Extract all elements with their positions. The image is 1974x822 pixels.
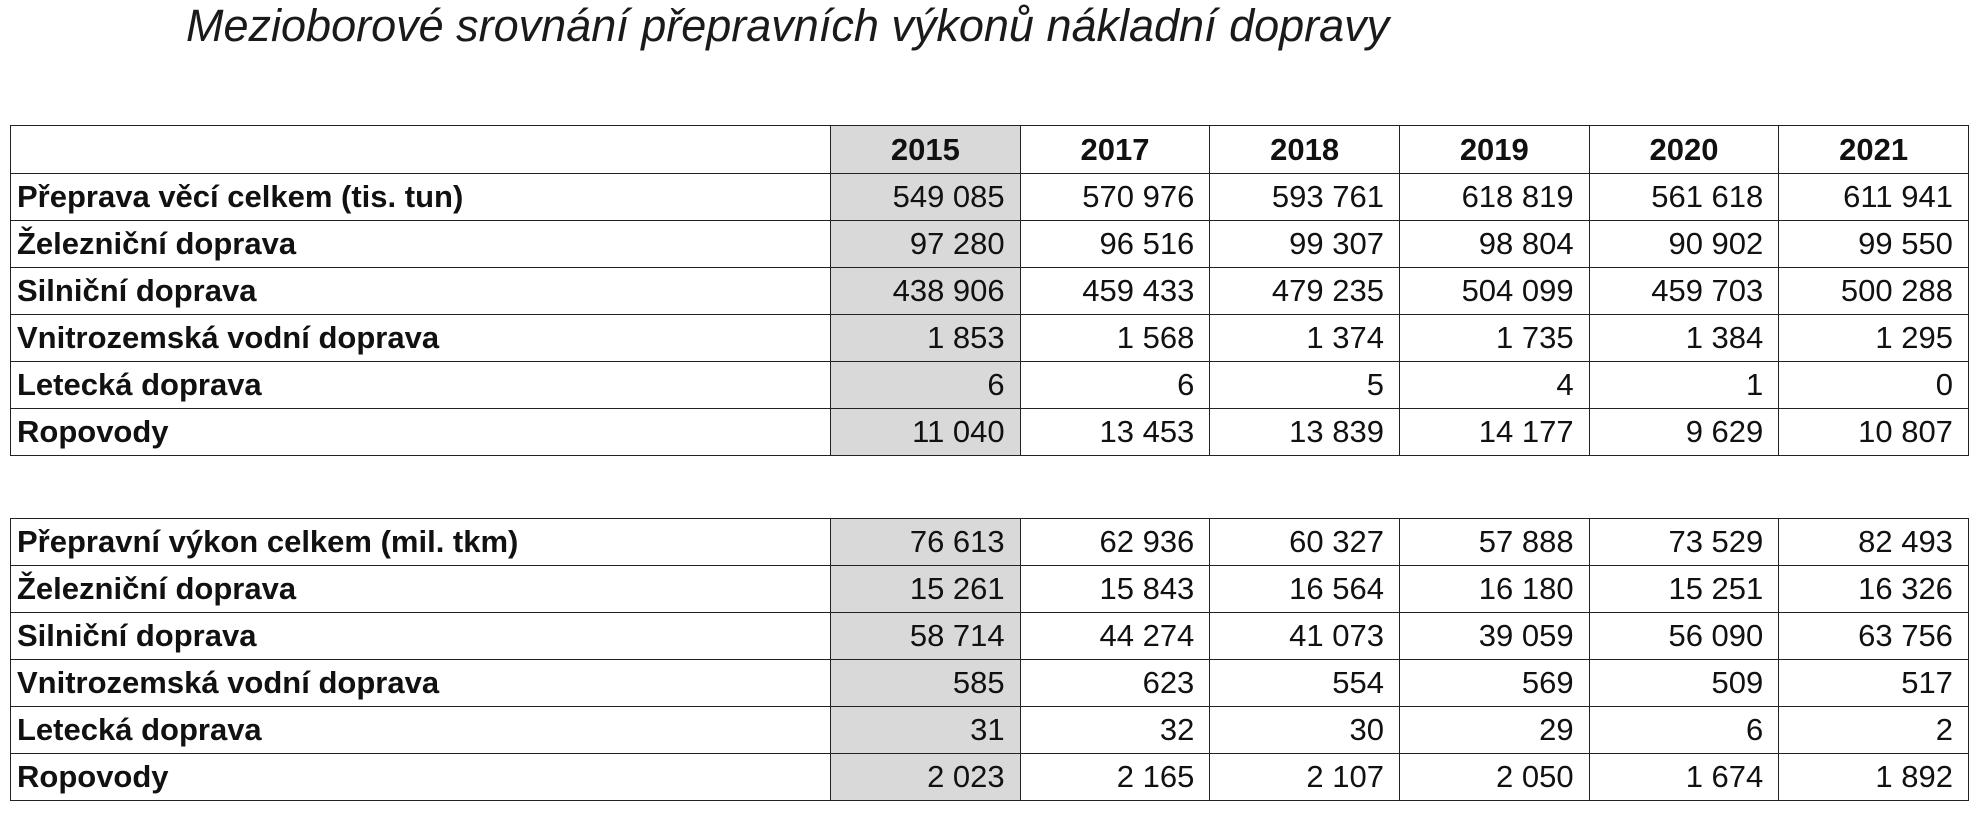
value-cell: 585 (831, 660, 1021, 707)
value-cell: 1 374 (1210, 315, 1400, 362)
row-label: Silniční doprava (11, 613, 831, 660)
value-cell: 11 040 (831, 409, 1021, 456)
year-header-2021: 2021 (1779, 126, 1969, 174)
row-label: Silniční doprava (11, 268, 831, 315)
table-row (11, 613, 1969, 660)
value-cell: 13 453 (1020, 409, 1210, 456)
value-cell: 509 (1589, 660, 1779, 707)
value-cell: 570 976 (1020, 174, 1210, 221)
header-empty-cell (11, 126, 831, 174)
value-cell: 15 251 (1589, 566, 1779, 613)
value-cell: 63 756 (1779, 613, 1969, 660)
value-cell: 31 (831, 707, 1021, 754)
row-label: Letecká doprava (11, 707, 831, 754)
value-cell: 500 288 (1779, 268, 1969, 315)
value-cell: 438 906 (831, 268, 1021, 315)
row-label: Ropovody (11, 754, 831, 801)
value-cell: 98 804 (1399, 221, 1589, 268)
value-cell: 57 888 (1399, 519, 1589, 566)
value-cell: 2 107 (1210, 754, 1400, 801)
value-cell: 62 936 (1020, 519, 1210, 566)
value-cell: 611 941 (1779, 174, 1969, 221)
row-label: Vnitrozemská vodní doprava (11, 660, 831, 707)
value-cell: 6 (831, 362, 1021, 409)
value-cell: 99 307 (1210, 221, 1400, 268)
row-label: Železniční doprava (11, 221, 831, 268)
table-row (11, 409, 1969, 456)
value-cell: 4 (1399, 362, 1589, 409)
value-cell: 569 (1399, 660, 1589, 707)
value-cell: 554 (1210, 660, 1400, 707)
table-row (11, 174, 1969, 221)
row-label: Přepravní výkon celkem (mil. tkm) (11, 519, 831, 566)
value-cell: 73 529 (1589, 519, 1779, 566)
value-cell: 39 059 (1399, 613, 1589, 660)
value-cell: 1 384 (1589, 315, 1779, 362)
value-cell: 13 839 (1210, 409, 1400, 456)
page-title: Mezioborové srovnání přepravních výkonů nákladní dopravy (186, 0, 1390, 51)
value-cell: 16 180 (1399, 566, 1589, 613)
row-label: Železniční doprava (11, 566, 831, 613)
year-header-2019: 2019 (1399, 126, 1589, 174)
value-cell: 60 327 (1210, 519, 1400, 566)
value-cell: 29 (1399, 707, 1589, 754)
row-label: Letecká doprava (11, 362, 831, 409)
value-cell: 41 073 (1210, 613, 1400, 660)
value-cell: 1 892 (1779, 754, 1969, 801)
value-cell: 517 (1779, 660, 1969, 707)
value-cell: 58 714 (831, 613, 1021, 660)
table-row (11, 221, 1969, 268)
value-cell: 15 843 (1020, 566, 1210, 613)
value-cell: 96 516 (1020, 221, 1210, 268)
value-cell: 1 (1589, 362, 1779, 409)
value-cell: 618 819 (1399, 174, 1589, 221)
row-label: Ropovody (11, 409, 831, 456)
freight-volume-table (10, 125, 1969, 456)
table-row (11, 519, 1969, 566)
value-cell: 459 433 (1020, 268, 1210, 315)
table-row (11, 707, 1969, 754)
value-cell: 2 050 (1399, 754, 1589, 801)
year-header-2017: 2017 (1020, 126, 1210, 174)
value-cell: 479 235 (1210, 268, 1400, 315)
table-row (11, 754, 1969, 801)
value-cell: 44 274 (1020, 613, 1210, 660)
year-header-2020: 2020 (1589, 126, 1779, 174)
value-cell: 1 735 (1399, 315, 1589, 362)
value-cell: 0 (1779, 362, 1969, 409)
value-cell: 9 629 (1589, 409, 1779, 456)
value-cell: 2 165 (1020, 754, 1210, 801)
value-cell: 549 085 (831, 174, 1021, 221)
value-cell: 6 (1589, 707, 1779, 754)
freight-performance-table (10, 518, 1969, 801)
value-cell: 6 (1020, 362, 1210, 409)
year-header-row (11, 126, 1969, 174)
value-cell: 2 (1779, 707, 1969, 754)
value-cell: 10 807 (1779, 409, 1969, 456)
year-header-2015: 2015 (831, 126, 1021, 174)
table-row (11, 660, 1969, 707)
value-cell: 593 761 (1210, 174, 1400, 221)
value-cell: 5 (1210, 362, 1400, 409)
value-cell: 1 853 (831, 315, 1021, 362)
value-cell: 1 568 (1020, 315, 1210, 362)
value-cell: 15 261 (831, 566, 1021, 613)
value-cell: 14 177 (1399, 409, 1589, 456)
value-cell: 82 493 (1779, 519, 1969, 566)
value-cell: 30 (1210, 707, 1400, 754)
row-label: Vnitrozemská vodní doprava (11, 315, 831, 362)
value-cell: 99 550 (1779, 221, 1969, 268)
value-cell: 2 023 (831, 754, 1021, 801)
value-cell: 90 902 (1589, 221, 1779, 268)
value-cell: 504 099 (1399, 268, 1589, 315)
table-row (11, 268, 1969, 315)
value-cell: 16 326 (1779, 566, 1969, 613)
row-label: Přeprava věcí celkem (tis. tun) (11, 174, 831, 221)
year-header-2018: 2018 (1210, 126, 1400, 174)
table-row (11, 566, 1969, 613)
value-cell: 623 (1020, 660, 1210, 707)
value-cell: 1 674 (1589, 754, 1779, 801)
value-cell: 32 (1020, 707, 1210, 754)
table-row (11, 315, 1969, 362)
value-cell: 76 613 (831, 519, 1021, 566)
value-cell: 97 280 (831, 221, 1021, 268)
value-cell: 1 295 (1779, 315, 1969, 362)
value-cell: 56 090 (1589, 613, 1779, 660)
table-row (11, 362, 1969, 409)
value-cell: 561 618 (1589, 174, 1779, 221)
value-cell: 459 703 (1589, 268, 1779, 315)
value-cell: 16 564 (1210, 566, 1400, 613)
